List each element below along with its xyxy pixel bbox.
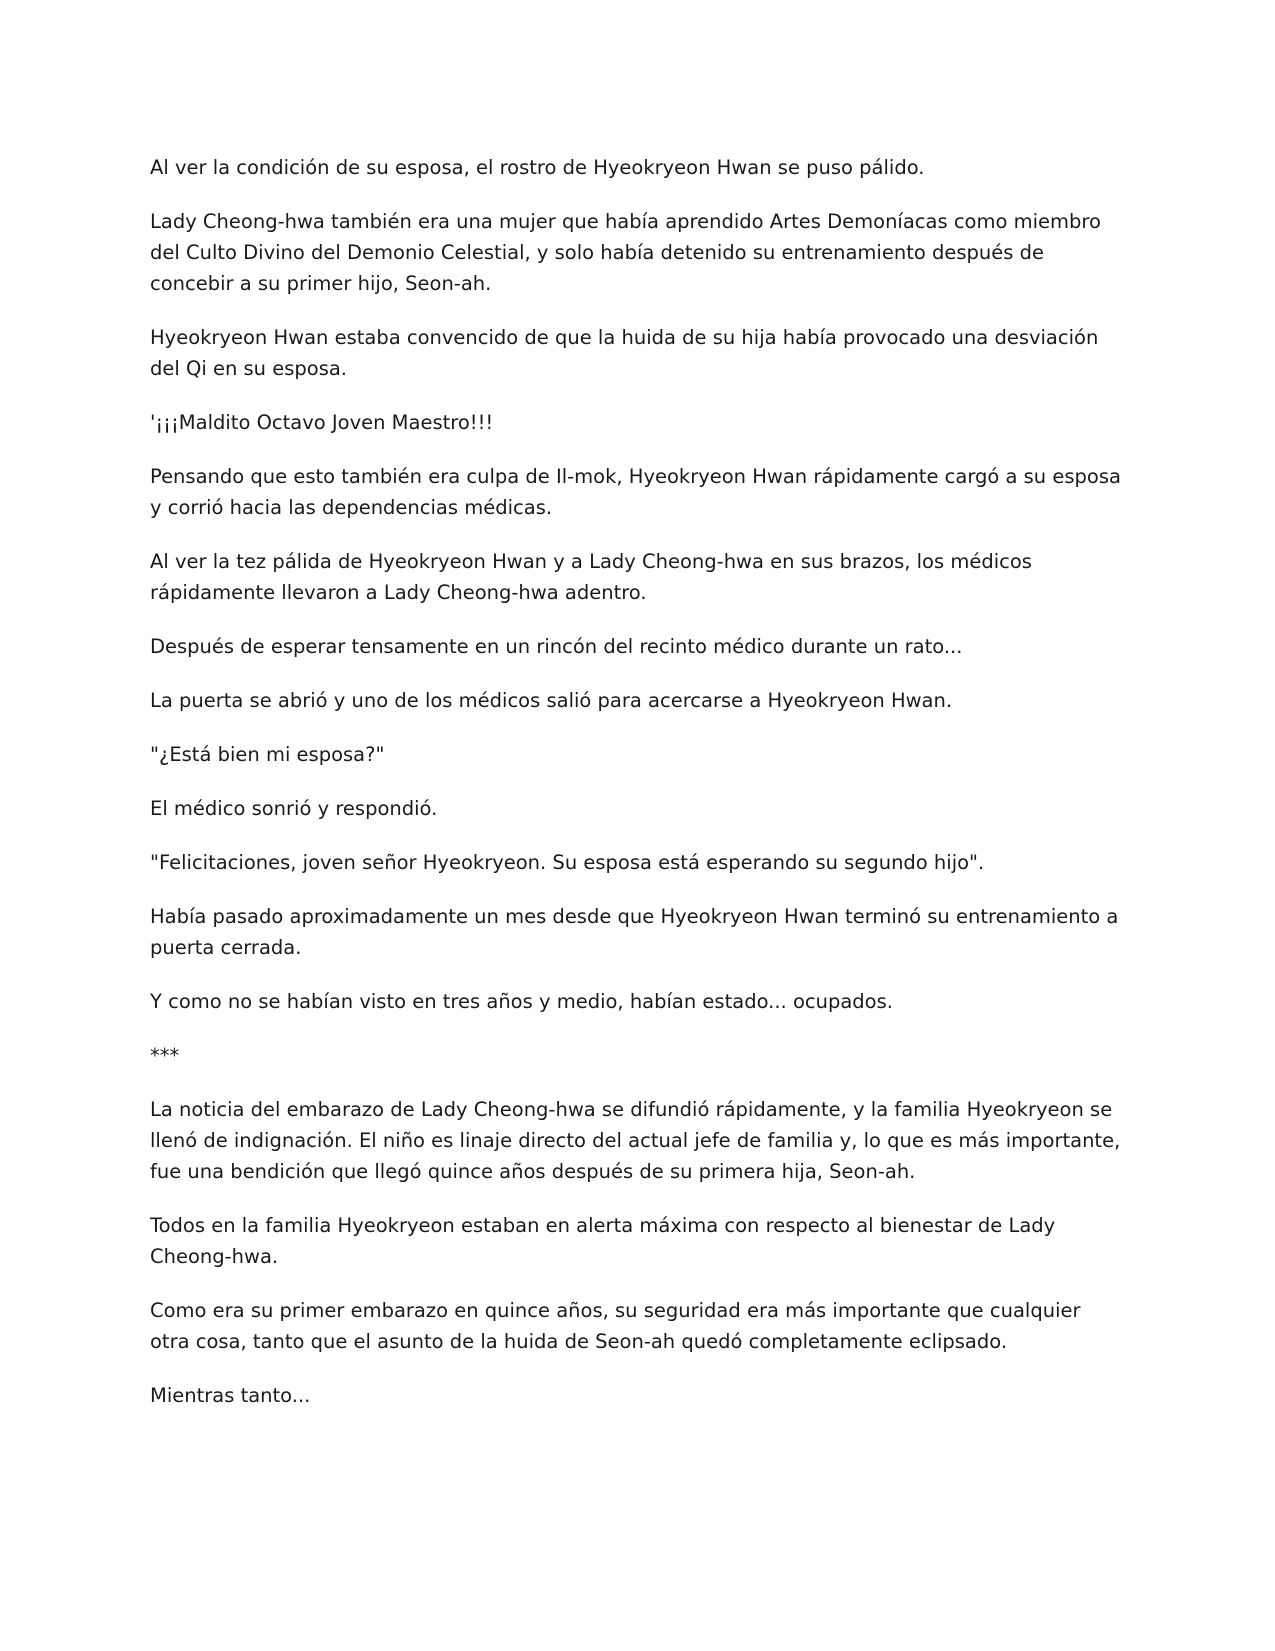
- paragraph: La puerta se abrió y uno de los médicos salió para acercarse a Hyeokryeon Hwan.: [150, 689, 953, 712]
- paragraph: Después de esperar tensamente en un rincón del recinto médico durante un rato...: [150, 635, 963, 658]
- paragraph: "Felicitaciones, joven señor Hyeokryeon. Su esposa está esperando su segundo hijo".: [150, 851, 985, 874]
- paragraph: Mientras tanto...: [150, 1384, 311, 1407]
- paragraph: Y como no se habían visto en tres años y medio, habían estado... ocupados.: [150, 990, 893, 1013]
- paragraph: Pensando que esto también era culpa de Il-mok, Hyeokryeon Hwan rápidamente cargó a su esposa y corrió hacia las dependencias médicas.: [150, 465, 1121, 519]
- paragraph: Al ver la condición de su esposa, el rostro de Hyeokryeon Hwan se puso pálido.: [150, 156, 925, 179]
- paragraph: Al ver la tez pálida de Hyeokryeon Hwan y a Lady Cheong-hwa en sus brazos, los médicos rápidamente llevaron a Lady Cheong-hwa adentro.: [150, 550, 1032, 604]
- paragraph: El médico sonrió y respondió.: [150, 797, 438, 820]
- document-body: [150, 152, 1125, 1434]
- scene-break: ***: [150, 1044, 180, 1067]
- paragraph: "¿Está bien mi esposa?": [150, 743, 385, 766]
- paragraph: Lady Cheong-hwa también era una mujer que había aprendido Artes Demoníacas como miembro del Culto Divino del Demonio Celestial, y solo había detenido su entrenamiento después de concebir a su primer hijo, Seon-ah.: [150, 210, 1101, 295]
- paragraph: '¡¡¡Maldito Octavo Joven Maestro!!!: [150, 411, 494, 434]
- paragraph: Como era su primer embarazo en quince años, su seguridad era más importante que cualquier otra cosa, tanto que el asunto de la huida de Seon-ah quedó completamente eclipsado.: [150, 1299, 1081, 1353]
- paragraph: Todos en la familia Hyeokryeon estaban en alerta máxima con respecto al bienestar de Lady Cheong-hwa.: [150, 1214, 1056, 1268]
- paragraph: La noticia del embarazo de Lady Cheong-hwa se difundió rápidamente, y la familia Hyeokryeon se llenó de indignación. El niño es linaje directo del actual jefe de familia y, lo que es más importante, fue una bendición que llegó quince años después de su primera hija, Seon-ah.: [150, 1098, 1121, 1183]
- paragraph: Hyeokryeon Hwan estaba convencido de que la huida de su hija había provocado una desviación del Qi en su esposa.: [150, 326, 1099, 380]
- paragraph: Había pasado aproximadamente un mes desde que Hyeokryeon Hwan terminó su entrenamiento a puerta cerrada.: [150, 905, 1119, 959]
